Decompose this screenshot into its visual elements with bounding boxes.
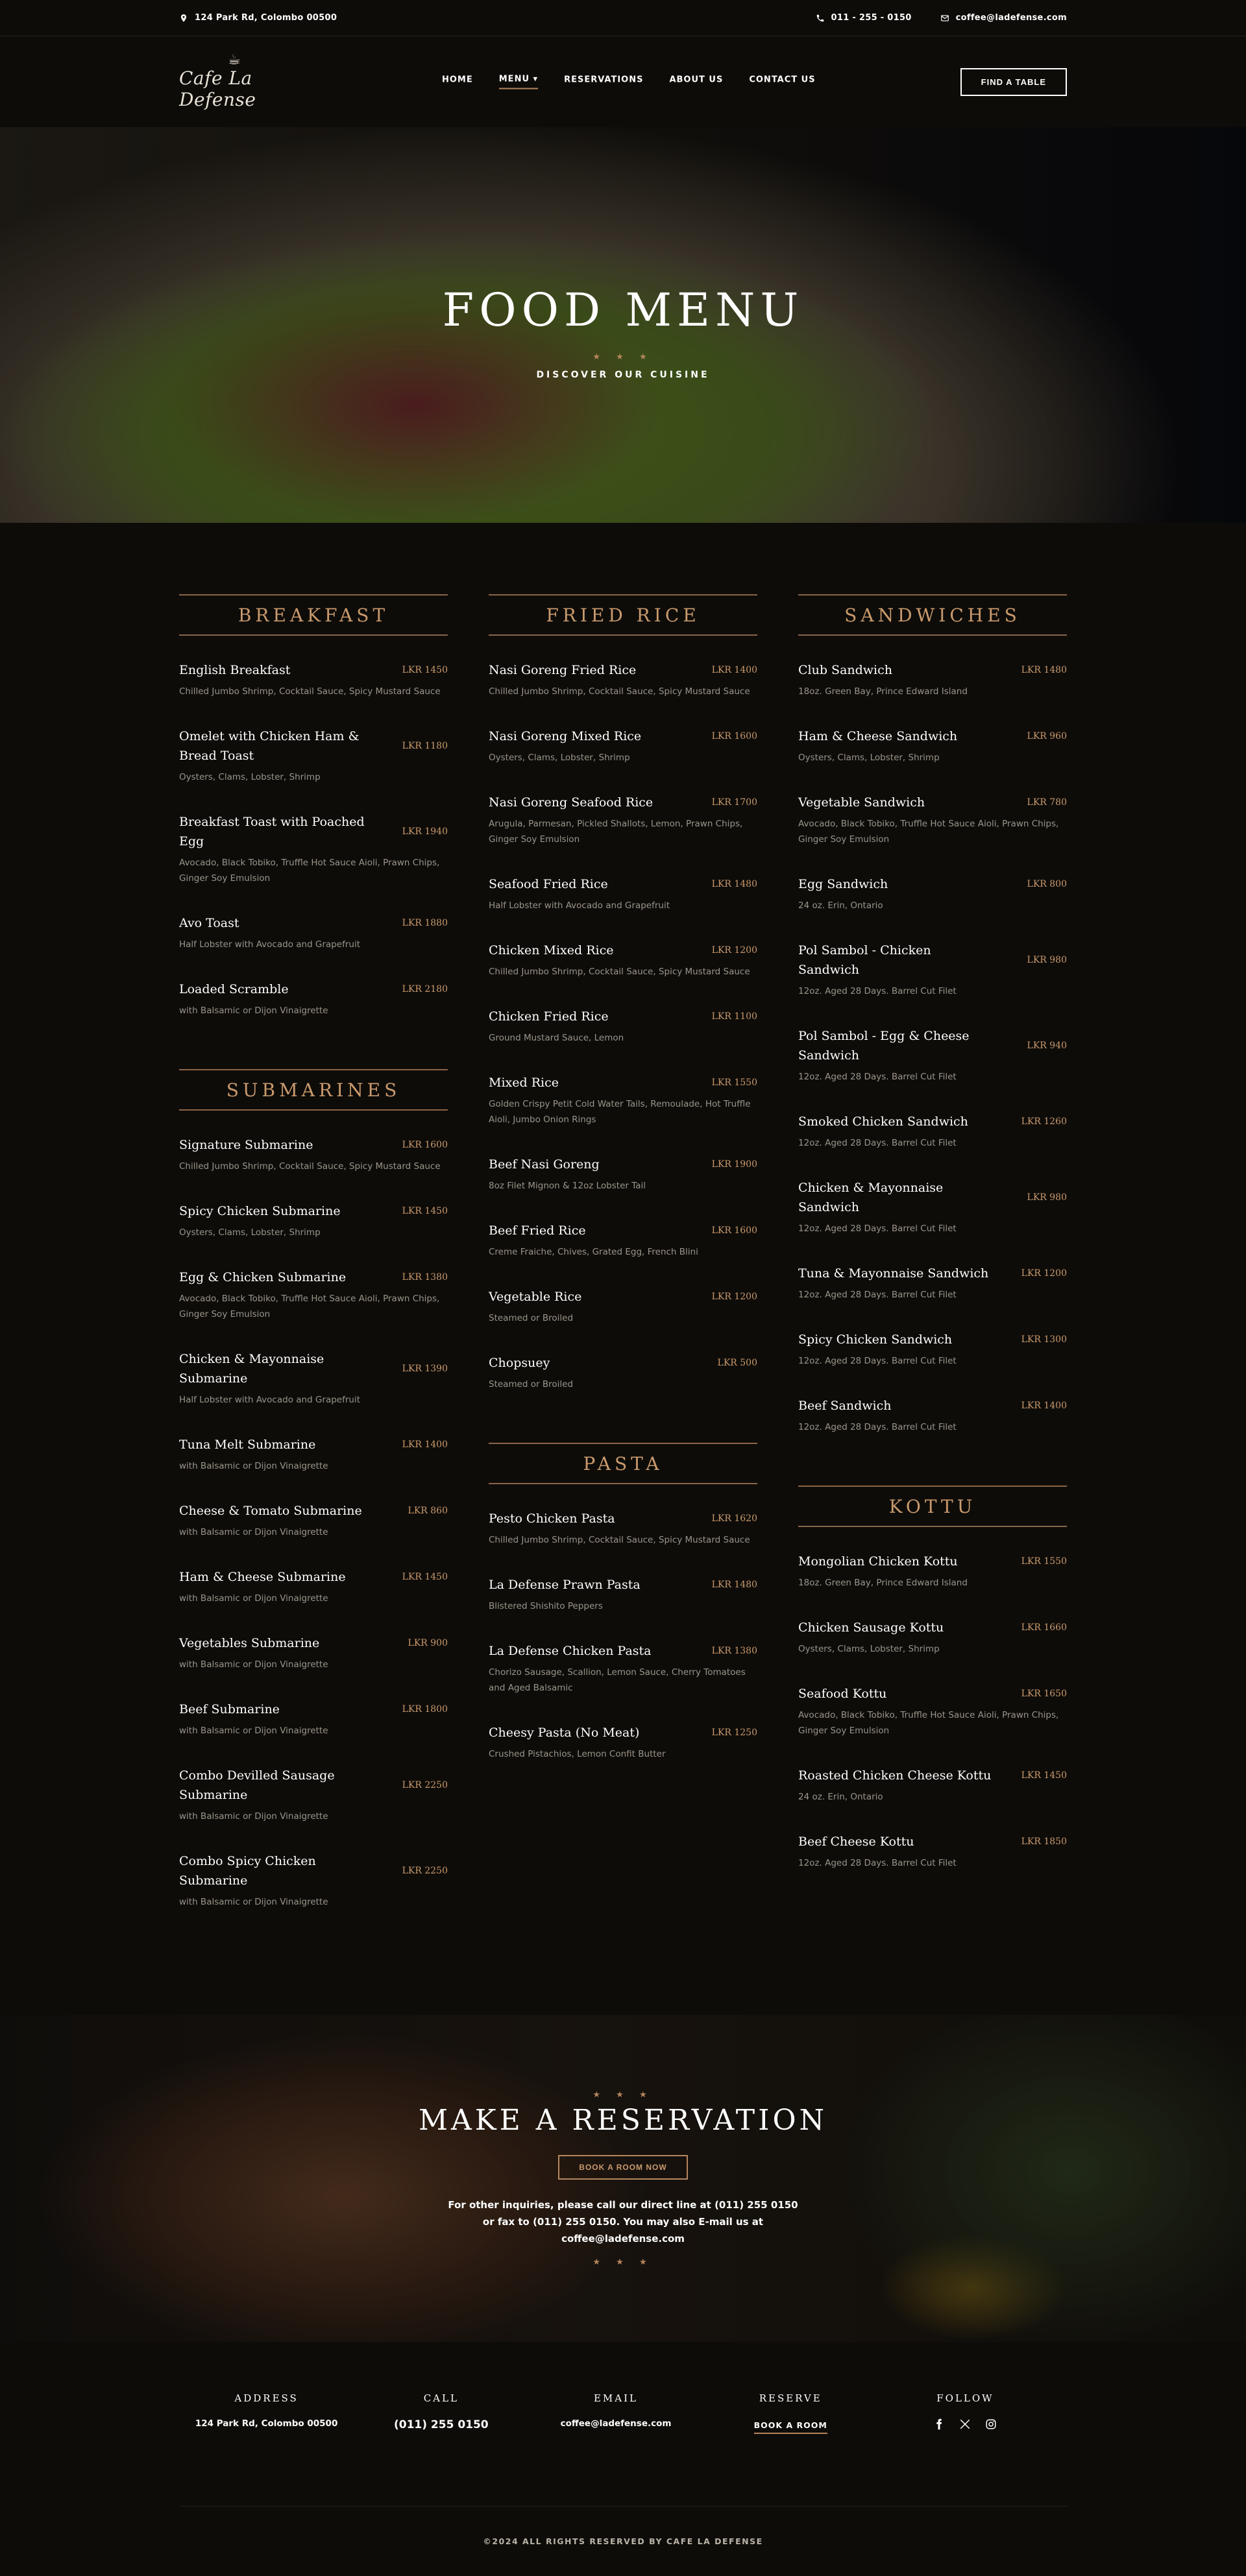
menu-item bbox=[798, 727, 1067, 765]
menu-item bbox=[489, 727, 757, 765]
menu-item bbox=[179, 1567, 448, 1606]
menu-item-description: with Balsamic or Dijon Vinaigrette bbox=[179, 1005, 328, 1016]
menu-item-description: 18oz. Green Bay, Prince Edward Island bbox=[798, 1578, 968, 1588]
category-title: PASTA bbox=[583, 1452, 663, 1475]
menu-item-description: 12oz. Aged 28 Days. Barrel Cut Filet bbox=[798, 1072, 957, 1082]
category-header bbox=[489, 1443, 757, 1484]
menu-item bbox=[798, 1684, 1067, 1739]
menu-item-name: Pol Sambol - Egg & Cheese Sandwich bbox=[798, 1029, 970, 1063]
menu-item-price: LKR 1450 bbox=[402, 665, 448, 675]
menu-item-price: LKR 1600 bbox=[402, 1140, 448, 1150]
menu-item-description: Chilled Jumbo Shrimp, Cocktail Sauce, Spicy Mustard Sauce bbox=[489, 967, 750, 977]
top-address bbox=[179, 13, 337, 23]
x-icon[interactable] bbox=[959, 2418, 971, 2430]
menu-item-price: LKR 1600 bbox=[711, 1225, 757, 1236]
menu-item bbox=[179, 660, 448, 699]
menu-item-description: Oysters, Clams, Lobster, Shrimp bbox=[798, 1644, 940, 1654]
hero-subtitle: DISCOVER OUR CUISINE bbox=[536, 369, 710, 380]
menu-item-description: 12oz. Aged 28 Days. Barrel Cut Filet bbox=[798, 1290, 957, 1300]
menu-item-description: Oysters, Clams, Lobster, Shrimp bbox=[179, 1227, 321, 1238]
menu-item bbox=[798, 1330, 1067, 1369]
menu-item-description: Steamed or Broiled bbox=[489, 1313, 574, 1323]
nav-item-contact[interactable]: CONTACT US bbox=[749, 75, 816, 85]
menu-item-description: with Balsamic or Dijon Vinaigrette bbox=[179, 1527, 328, 1537]
menu-item-price: LKR 1380 bbox=[402, 1272, 448, 1282]
menu-item bbox=[179, 1851, 448, 1910]
nav-item-home[interactable]: HOME bbox=[442, 75, 473, 85]
menu-item-price: LKR 1480 bbox=[1021, 665, 1067, 675]
menu-item bbox=[179, 727, 448, 785]
menu-item bbox=[489, 793, 757, 847]
menu-item-price: LKR 780 bbox=[1027, 797, 1067, 808]
find-table-button[interactable]: FIND A TABLE bbox=[960, 68, 1067, 96]
menu-item bbox=[489, 1509, 757, 1548]
footer-email-value[interactable]: coffee@ladefense.com bbox=[560, 2418, 672, 2429]
menu-item bbox=[489, 1723, 757, 1762]
menu-item-description: 12oz. Aged 28 Days. Barrel Cut Filet bbox=[798, 1138, 957, 1148]
menu-item-price: LKR 1620 bbox=[711, 1513, 757, 1524]
menu-item-name: La Defense Chicken Pasta bbox=[489, 1644, 652, 1658]
menu-item-price: LKR 960 bbox=[1027, 731, 1067, 741]
nav-item-reservations[interactable]: RESERVATIONS bbox=[564, 75, 644, 85]
footer-call bbox=[354, 2392, 528, 2506]
menu-item-price: LKR 1660 bbox=[1021, 1622, 1067, 1633]
menu-item bbox=[798, 1264, 1067, 1303]
menu-item-name: Combo Spicy Chicken Submarine bbox=[179, 1854, 316, 1888]
menu-item-name: English Breakfast bbox=[179, 663, 291, 677]
footer-call-label: CALL bbox=[423, 2392, 459, 2404]
menu-column bbox=[179, 594, 448, 1937]
hero-banner bbox=[0, 127, 1246, 523]
top-address-text: 124 Park Rd, Colombo 00500 bbox=[195, 13, 337, 23]
menu-item-description: Blistered Shishito Peppers bbox=[489, 1601, 603, 1611]
menu-item-price: LKR 1550 bbox=[711, 1077, 757, 1088]
menu-item bbox=[489, 1155, 757, 1194]
menu-item-price: LKR 1390 bbox=[402, 1364, 448, 1374]
menu-item bbox=[489, 941, 757, 980]
menu-item-name: Seafood Kottu bbox=[798, 1687, 887, 1701]
menu-item bbox=[489, 1641, 757, 1696]
footer-email-label: EMAIL bbox=[593, 2392, 639, 2404]
menu-item bbox=[798, 1552, 1067, 1591]
menu-item-description: Half Lobster with Avocado and Grapefruit bbox=[179, 1395, 360, 1405]
menu-item-price: LKR 2250 bbox=[402, 1780, 448, 1790]
menu-item bbox=[798, 874, 1067, 913]
menu-item-description: 18oz. Green Bay, Prince Edward Island bbox=[798, 686, 968, 697]
menu-item bbox=[179, 1766, 448, 1824]
menu-item-description: Oysters, Clams, Lobster, Shrimp bbox=[489, 752, 630, 763]
menu-item-name: Beef Nasi Goreng bbox=[489, 1157, 600, 1172]
menu-item-price: LKR 500 bbox=[717, 1358, 757, 1368]
menu-item-description: Avocado, Black Tobiko, Truffle Hot Sauce Aioli, Prawn Chips, Ginger Soy Emulsion bbox=[798, 1710, 1059, 1736]
menu-item-price: LKR 1480 bbox=[711, 1580, 757, 1590]
category-title: FRIED RICE bbox=[546, 604, 700, 626]
menu-item-price: LKR 860 bbox=[408, 1506, 448, 1516]
menu-item-description: with Balsamic or Dijon Vinaigrette bbox=[179, 1811, 328, 1822]
category-header bbox=[798, 1486, 1067, 1527]
menu-item bbox=[798, 793, 1067, 847]
menu-item bbox=[798, 941, 1067, 999]
menu-item-description: Chorizo Sausage, Scallion, Lemon Sauce, Cherry Tomatoes and Aged Balsamic bbox=[489, 1667, 746, 1693]
menu-item-price: LKR 1300 bbox=[1021, 1334, 1067, 1345]
menu-item-description: Half Lobster with Avocado and Grapefruit bbox=[179, 939, 360, 950]
menu-item-price: LKR 900 bbox=[408, 1638, 448, 1648]
category-header bbox=[798, 594, 1067, 636]
menu-item-name: Spicy Chicken Submarine bbox=[179, 1204, 341, 1218]
menu-item-name: Pesto Chicken Pasta bbox=[489, 1511, 615, 1526]
footer-call-value[interactable]: (011) 255 0150 bbox=[393, 2418, 489, 2431]
reservation-stars-bottom: ★ ★ ★ bbox=[592, 2257, 654, 2267]
menu-item bbox=[798, 1832, 1067, 1871]
menu-item-description: with Balsamic or Dijon Vinaigrette bbox=[179, 1897, 328, 1907]
menu-item bbox=[798, 1396, 1067, 1435]
menu-item-description: 12oz. Aged 28 Days. Barrel Cut Filet bbox=[798, 1858, 957, 1868]
menu-item bbox=[179, 1268, 448, 1322]
menu-item-name: Omelet with Chicken Ham & Bread Toast bbox=[179, 729, 360, 763]
menu-item-name: Beef Cheese Kottu bbox=[798, 1835, 914, 1849]
social-links bbox=[878, 2418, 1053, 2430]
menu-item bbox=[179, 980, 448, 1018]
menu-item-description: 8oz Filet Mignon & 12oz Lobster Tail bbox=[489, 1181, 646, 1191]
menu-item-description: Chilled Jumbo Shrimp, Cocktail Sauce, Spicy Mustard Sauce bbox=[179, 1161, 441, 1172]
main-nav bbox=[0, 36, 1246, 127]
menu-item bbox=[489, 1575, 757, 1614]
footer-follow bbox=[878, 2392, 1053, 2506]
menu-item-name: Combo Devilled Sausage Submarine bbox=[179, 1768, 335, 1802]
menu-column bbox=[489, 594, 757, 1937]
menu-item-description: 24 oz. Erin, Ontario bbox=[798, 1792, 883, 1802]
category-header bbox=[179, 594, 448, 636]
menu-item-name: Nasi Goreng Mixed Rice bbox=[489, 729, 642, 743]
top-phone-text: 011 - 255 - 0150 bbox=[831, 13, 912, 23]
menu-item bbox=[179, 1501, 448, 1540]
menu-item-name: Vegetable Rice bbox=[489, 1290, 582, 1304]
logo[interactable] bbox=[179, 53, 289, 110]
menu-item-price: LKR 1200 bbox=[1021, 1268, 1067, 1279]
footer-address bbox=[179, 2392, 354, 2506]
menu-item-description: 12oz. Aged 28 Days. Barrel Cut Filet bbox=[798, 1356, 957, 1366]
category-title: BREAKFAST bbox=[238, 604, 389, 626]
menu-item-name: Nasi Goreng Seafood Rice bbox=[489, 795, 654, 810]
menu-item-description: Steamed or Broiled bbox=[489, 1379, 574, 1390]
menu-item-name: Beef Fried Rice bbox=[489, 1223, 586, 1238]
menu-item-name: Loaded Scramble bbox=[179, 982, 289, 996]
menu-item bbox=[179, 1633, 448, 1672]
envelope-icon bbox=[940, 14, 949, 23]
top-bar bbox=[0, 0, 1246, 36]
menu-item-name: Beef Submarine bbox=[179, 1702, 280, 1716]
menu-item-name: Vegetable Sandwich bbox=[798, 795, 925, 810]
location-pin-icon bbox=[179, 14, 188, 23]
category-title: SANDWICHES bbox=[844, 604, 1021, 626]
nav-menu bbox=[442, 75, 816, 90]
footer bbox=[0, 2342, 1246, 2576]
menu-item-name: Ham & Cheese Submarine bbox=[179, 1570, 346, 1584]
menu-item-price: LKR 1400 bbox=[1021, 1401, 1067, 1411]
menu-item bbox=[179, 1135, 448, 1174]
menu-item-price: LKR 1480 bbox=[711, 879, 757, 889]
footer-address-value: 124 Park Rd, Colombo 00500 bbox=[195, 2418, 338, 2429]
menu-item-name: Chopsuey bbox=[489, 1356, 550, 1370]
menu-item-name: Cheese & Tomato Submarine bbox=[179, 1504, 362, 1518]
menu-item-name: Roasted Chicken Cheese Kottu bbox=[798, 1768, 992, 1783]
menu-item-price: LKR 1450 bbox=[1021, 1770, 1067, 1781]
menu-item-price: LKR 980 bbox=[1027, 1192, 1067, 1203]
menu-item-name: Avo Toast bbox=[179, 916, 239, 930]
menu-item-name: Tuna Melt Submarine bbox=[179, 1438, 316, 1452]
menu-item-name: Nasi Goreng Fried Rice bbox=[489, 663, 637, 677]
copyright: ©2024 ALL RIGHTS RESERVED BY CAFE LA DEFENSE bbox=[483, 2536, 763, 2546]
menu-item-name: La Defense Prawn Pasta bbox=[489, 1578, 641, 1592]
book-room-now-button[interactable]: BOOK A ROOM NOW bbox=[558, 2155, 687, 2180]
menu-item-name: Chicken Mixed Rice bbox=[489, 943, 614, 957]
menu-item-price: LKR 1700 bbox=[711, 797, 757, 808]
nav-item-about[interactable]: ABOUT US bbox=[669, 75, 724, 85]
menu-item bbox=[179, 913, 448, 952]
footer-follow-label: FOLLOW bbox=[936, 2392, 994, 2404]
menu-item-name: Tuna & Mayonnaise Sandwich bbox=[798, 1266, 989, 1281]
hero-stars: ★ ★ ★ bbox=[592, 352, 654, 362]
menu-item-description: Crushed Pistachios, Lemon Confit Butter bbox=[489, 1749, 666, 1759]
menu-item-price: LKR 1400 bbox=[402, 1439, 448, 1450]
top-phone[interactable] bbox=[816, 13, 912, 23]
menu-item-name: Spicy Chicken Sandwich bbox=[798, 1332, 953, 1347]
menu-item-name: Pol Sambol - Chicken Sandwich bbox=[798, 943, 931, 977]
menu-item-description: Chilled Jumbo Shrimp, Cocktail Sauce, Spicy Mustard Sauce bbox=[179, 686, 441, 697]
menu-item-price: LKR 1880 bbox=[402, 918, 448, 928]
menu-item-name: Seafood Fried Rice bbox=[489, 877, 608, 891]
nav-item-menu[interactable] bbox=[499, 75, 538, 90]
instagram-icon[interactable] bbox=[985, 2418, 997, 2430]
menu-item-description: Golden Crispy Petit Cold Water Tails, Remoulade, Hot Truffle Aioli, Jumbo Onion Rings bbox=[489, 1099, 751, 1125]
menu-item-description: 24 oz. Erin, Ontario bbox=[798, 900, 883, 911]
footer-reserve-label: RESERVE bbox=[759, 2392, 822, 2404]
menu-item-price: LKR 940 bbox=[1027, 1041, 1067, 1051]
top-email-text: coffee@ladefense.com bbox=[955, 13, 1067, 23]
footer-address-label: ADDRESS bbox=[234, 2392, 299, 2404]
menu-item-description: Avocado, Black Tobiko, Truffle Hot Sauce Aioli, Prawn Chips, Ginger Soy Emulsion bbox=[179, 1294, 440, 1319]
menu-item-name: Ham & Cheese Sandwich bbox=[798, 729, 958, 743]
menu-item bbox=[798, 1618, 1067, 1657]
menu-item-price: LKR 1450 bbox=[402, 1206, 448, 1216]
menu-item bbox=[179, 1700, 448, 1739]
reservation-text: For other inquiries, please call our direct line at (011) 255 0150 or fax to (011) 255 0150. You may also E-mail us at coffee@ladefense.com bbox=[448, 2198, 798, 2245]
menu-item bbox=[798, 1178, 1067, 1236]
menu-item-price: LKR 980 bbox=[1027, 955, 1067, 965]
menu-item bbox=[489, 1287, 757, 1326]
coffee-cup-icon: ☕ bbox=[228, 52, 241, 68]
category-header bbox=[489, 594, 757, 636]
menu-column bbox=[798, 594, 1067, 1937]
menu-item bbox=[489, 1221, 757, 1260]
menu-item-name: Chicken & Mayonnaise Submarine bbox=[179, 1352, 324, 1386]
menu-item bbox=[489, 660, 757, 699]
menu-item-name: Beef Sandwich bbox=[798, 1399, 892, 1413]
menu-item-name: Signature Submarine bbox=[179, 1138, 313, 1152]
top-email[interactable] bbox=[940, 13, 1067, 23]
menu-item-price: LKR 1940 bbox=[402, 826, 448, 837]
menu-item-description: 12oz. Aged 28 Days. Barrel Cut Filet bbox=[798, 986, 957, 996]
menu-item-price: LKR 1600 bbox=[711, 731, 757, 741]
menu-item-name: Chicken Fried Rice bbox=[489, 1009, 609, 1024]
menu-item-price: LKR 1650 bbox=[1021, 1689, 1067, 1699]
menu-item-name: Mixed Rice bbox=[489, 1076, 559, 1090]
menu-item-price: LKR 1100 bbox=[711, 1011, 757, 1022]
facebook-icon[interactable] bbox=[933, 2418, 945, 2430]
menu-item-description: with Balsamic or Dijon Vinaigrette bbox=[179, 1659, 328, 1670]
book-a-room-link[interactable]: BOOK A ROOM bbox=[754, 2420, 827, 2434]
footer-reserve bbox=[703, 2392, 878, 2506]
menu-item-name: Chicken Sausage Kottu bbox=[798, 1620, 944, 1635]
menu-item-description: 12oz. Aged 28 Days. Barrel Cut Filet bbox=[798, 1223, 957, 1234]
footer-email bbox=[528, 2392, 703, 2506]
menu-item-description: Creme Fraiche, Chives, Grated Egg, French Blini bbox=[489, 1247, 698, 1257]
menu-item-price: LKR 2250 bbox=[402, 1866, 448, 1876]
menu-item bbox=[179, 1201, 448, 1240]
menu-item-price: LKR 1900 bbox=[711, 1159, 757, 1170]
menu-item-description: Oysters, Clams, Lobster, Shrimp bbox=[179, 772, 321, 782]
menu-item-description: with Balsamic or Dijon Vinaigrette bbox=[179, 1461, 328, 1471]
menu-item-description: Avocado, Black Tobiko, Truffle Hot Sauce Aioli, Prawn Chips, Ginger Soy Emulsion bbox=[179, 858, 440, 884]
menu-item-price: LKR 1380 bbox=[711, 1646, 757, 1656]
category-title: KOTTU bbox=[888, 1495, 977, 1517]
menu-item-description: with Balsamic or Dijon Vinaigrette bbox=[179, 1726, 328, 1736]
menu-item-name: Vegetables Submarine bbox=[179, 1636, 320, 1650]
menu-item-price: LKR 1200 bbox=[711, 945, 757, 956]
menu-item-description: Oysters, Clams, Lobster, Shrimp bbox=[798, 752, 940, 763]
logo-text: Cafe La Defense bbox=[179, 67, 256, 110]
menu-item-description: with Balsamic or Dijon Vinaigrette bbox=[179, 1593, 328, 1604]
menu-item-price: LKR 1550 bbox=[1021, 1556, 1067, 1567]
category-header bbox=[179, 1069, 448, 1111]
menu-item bbox=[798, 660, 1067, 699]
menu-item-description: Chilled Jumbo Shrimp, Cocktail Sauce, Spicy Mustard Sauce bbox=[489, 1535, 750, 1545]
menu-item-name: Chicken & Mayonnaise Sandwich bbox=[798, 1181, 944, 1214]
menu-item-price: LKR 1850 bbox=[1021, 1836, 1067, 1847]
menu-item-name: Breakfast Toast with Poached Egg bbox=[179, 815, 365, 849]
menu-item-name: Smoked Chicken Sandwich bbox=[798, 1114, 968, 1129]
menu-item-description: Avocado, Black Tobiko, Truffle Hot Sauce Aioli, Prawn Chips, Ginger Soy Emulsion bbox=[798, 819, 1059, 845]
menu-item-price: LKR 1450 bbox=[402, 1572, 448, 1582]
menu-item-name: Club Sandwich bbox=[798, 663, 893, 677]
reservation-stars-top: ★ ★ ★ bbox=[592, 2089, 654, 2100]
phone-icon bbox=[816, 14, 825, 23]
menu-item bbox=[489, 874, 757, 913]
menu-item-description: Chilled Jumbo Shrimp, Cocktail Sauce, Spicy Mustard Sauce bbox=[489, 686, 750, 697]
menu-item-description: Ground Mustard Sauce, Lemon bbox=[489, 1033, 624, 1043]
menu-item-price: LKR 1260 bbox=[1021, 1116, 1067, 1127]
menu-item-description: Arugula, Parmesan, Pickled Shallots, Lemon, Prawn Chips, Ginger Soy Emulsion bbox=[489, 819, 743, 845]
menu-item-price: LKR 800 bbox=[1027, 879, 1067, 889]
nav-item-menu-label: MENU bbox=[498, 74, 530, 84]
menu-item-description: 12oz. Aged 28 Days. Barrel Cut Filet bbox=[798, 1422, 957, 1432]
menu-item-name: Mongolian Chicken Kottu bbox=[798, 1554, 958, 1569]
menu-item bbox=[798, 1112, 1067, 1151]
menu-item-name: Cheesy Pasta (No Meat) bbox=[489, 1726, 640, 1740]
reservation-title: MAKE A RESERVATION bbox=[418, 2103, 828, 2137]
menu-item-price: LKR 1180 bbox=[402, 741, 448, 751]
food-menu bbox=[0, 523, 1246, 2015]
menu-item-price: LKR 1400 bbox=[711, 665, 757, 675]
menu-item bbox=[489, 1073, 757, 1127]
menu-item bbox=[798, 1766, 1067, 1805]
menu-item bbox=[179, 1435, 448, 1474]
caret-down-icon: ▾ bbox=[533, 74, 539, 84]
category-title: SUBMARINES bbox=[226, 1079, 401, 1101]
menu-item-price: LKR 2180 bbox=[402, 984, 448, 994]
menu-item bbox=[489, 1007, 757, 1046]
reservation-banner bbox=[0, 2015, 1246, 2342]
menu-item-price: LKR 1250 bbox=[711, 1727, 757, 1738]
menu-item-description: Half Lobster with Avocado and Grapefruit bbox=[489, 900, 670, 911]
menu-item bbox=[798, 1026, 1067, 1085]
hero-title: FOOD MENU bbox=[442, 283, 804, 337]
menu-item bbox=[179, 1349, 448, 1408]
menu-item bbox=[179, 812, 448, 886]
menu-item-name: Egg Sandwich bbox=[798, 877, 888, 891]
menu-columns bbox=[179, 594, 1067, 1937]
menu-item bbox=[489, 1353, 757, 1392]
menu-item-price: LKR 1800 bbox=[402, 1704, 448, 1715]
menu-item-price: LKR 1200 bbox=[711, 1292, 757, 1302]
menu-item-name: Egg & Chicken Submarine bbox=[179, 1270, 347, 1284]
